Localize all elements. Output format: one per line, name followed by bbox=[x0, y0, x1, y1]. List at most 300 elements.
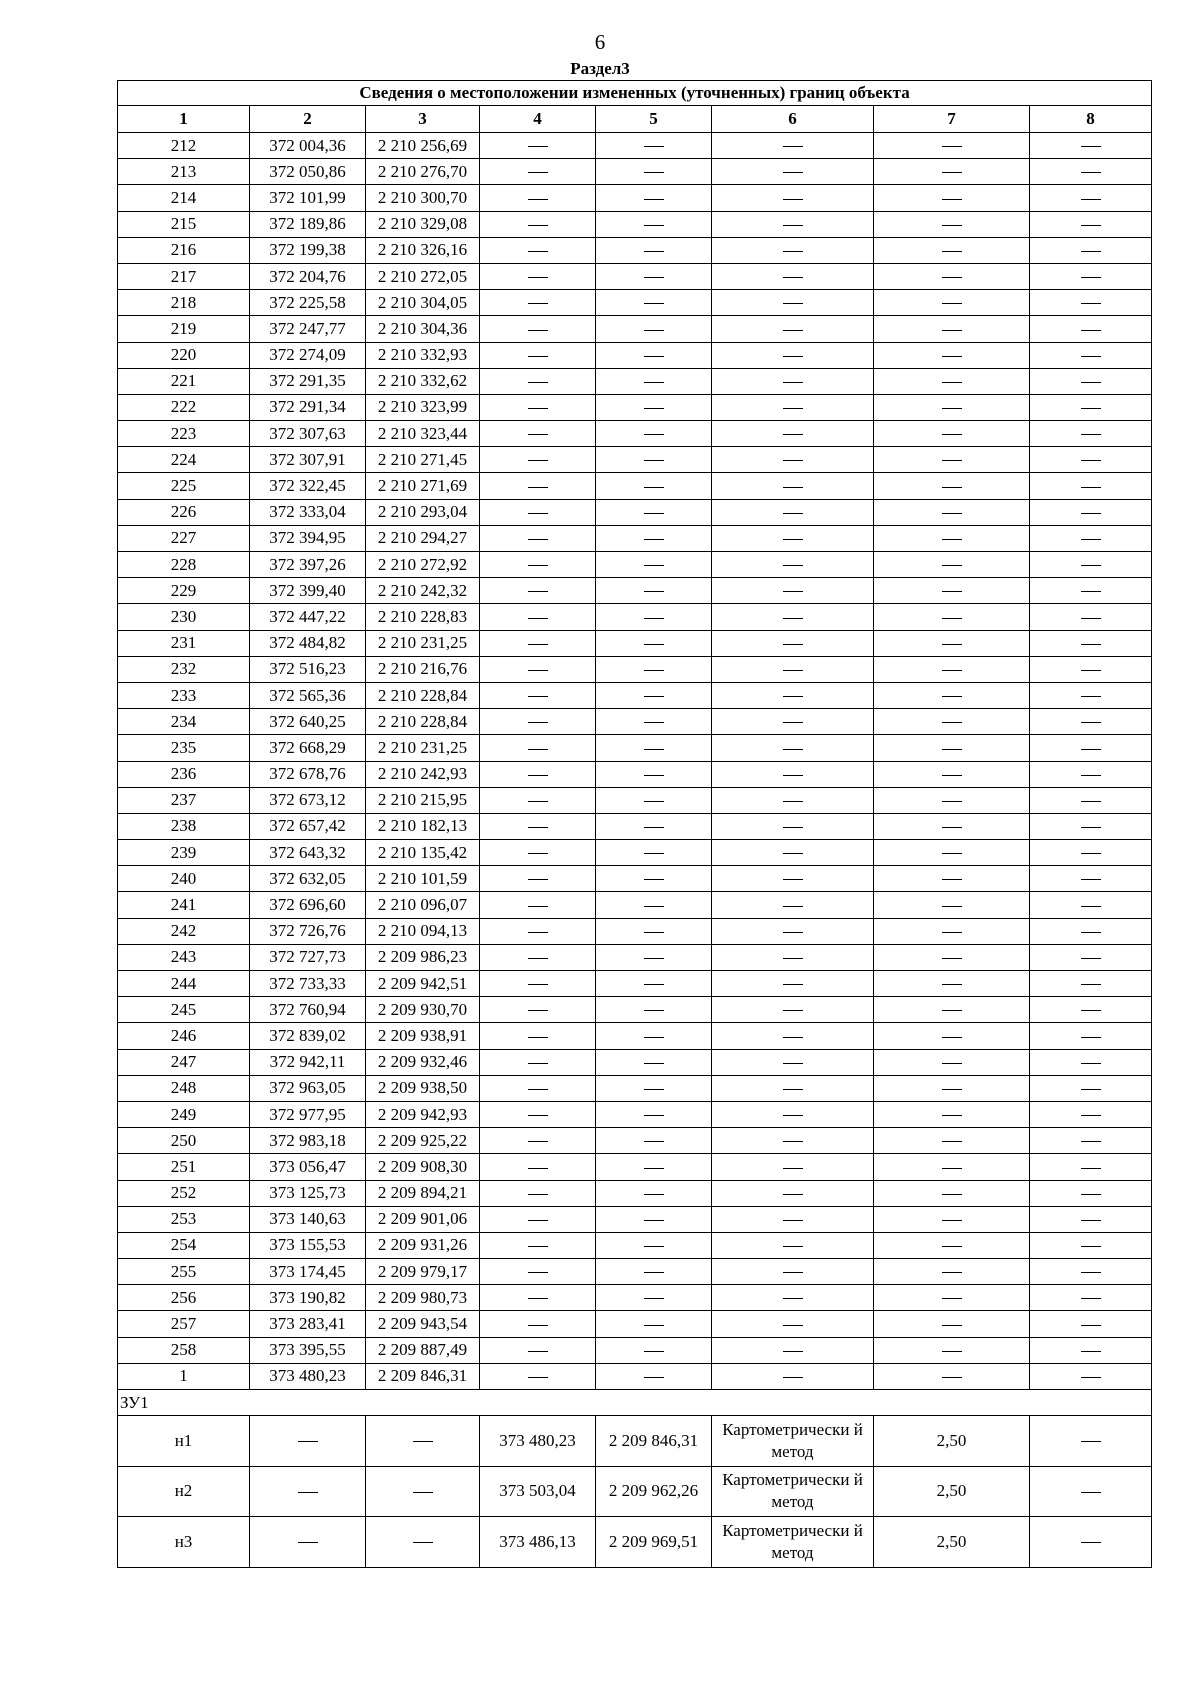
table-row bbox=[118, 473, 1152, 499]
dash-mark bbox=[783, 827, 803, 828]
dash-mark bbox=[783, 1272, 803, 1273]
x-coordinate-cell: 372 696,60 bbox=[250, 892, 366, 918]
y-coordinate-cell: 2 210 323,99 bbox=[366, 394, 480, 420]
y-coordinate-cell: 2 210 323,44 bbox=[366, 421, 480, 447]
point-number-cell: н3 bbox=[118, 1517, 250, 1568]
empty-cell bbox=[712, 525, 874, 551]
empty-cell bbox=[874, 761, 1030, 787]
empty-cell bbox=[596, 290, 712, 316]
dash-mark bbox=[942, 1377, 962, 1378]
y-coordinate-cell: 2 210 276,70 bbox=[366, 159, 480, 185]
dash-mark bbox=[528, 1168, 548, 1169]
empty-cell bbox=[596, 604, 712, 630]
empty-cell bbox=[480, 552, 596, 578]
x-coordinate-cell: 373 486,13 bbox=[480, 1517, 596, 1568]
point-number-cell: 213 bbox=[118, 159, 250, 185]
dash-mark bbox=[413, 1441, 433, 1442]
empty-cell bbox=[712, 630, 874, 656]
empty-cell bbox=[596, 1206, 712, 1232]
empty-cell bbox=[1030, 1101, 1152, 1127]
empty-cell bbox=[480, 944, 596, 970]
dash-mark bbox=[783, 277, 803, 278]
table-row bbox=[118, 578, 1152, 604]
dash-mark bbox=[644, 827, 664, 828]
new-point-row bbox=[118, 1416, 1152, 1467]
dash-mark bbox=[528, 801, 548, 802]
dash-mark bbox=[644, 1010, 664, 1011]
y-coordinate-cell: 2 210 096,07 bbox=[366, 892, 480, 918]
dash-mark bbox=[528, 775, 548, 776]
point-number-cell: 226 bbox=[118, 499, 250, 525]
dash-mark bbox=[298, 1492, 318, 1493]
y-coordinate-cell: 2 209 894,21 bbox=[366, 1180, 480, 1206]
dash-mark bbox=[942, 1063, 962, 1064]
dash-mark bbox=[783, 382, 803, 383]
method-cell: Картометрически й метод bbox=[712, 1466, 874, 1517]
empty-cell bbox=[596, 866, 712, 892]
point-number-cell: 224 bbox=[118, 447, 250, 473]
point-number-cell: н1 bbox=[118, 1416, 250, 1467]
dash-mark bbox=[298, 1542, 318, 1543]
dash-mark bbox=[783, 722, 803, 723]
dash-mark bbox=[942, 1246, 962, 1247]
empty-cell bbox=[1030, 630, 1152, 656]
dash-mark bbox=[942, 408, 962, 409]
column-header: 6 bbox=[712, 106, 874, 133]
dash-mark bbox=[783, 408, 803, 409]
dash-mark bbox=[783, 1246, 803, 1247]
empty-cell bbox=[596, 1023, 712, 1049]
empty-cell bbox=[1030, 1075, 1152, 1101]
dash-mark bbox=[528, 984, 548, 985]
dash-mark bbox=[942, 330, 962, 331]
dash-mark bbox=[783, 1351, 803, 1352]
empty-cell bbox=[1030, 813, 1152, 839]
y-coordinate-cell: 2 210 094,13 bbox=[366, 918, 480, 944]
table-row bbox=[118, 1154, 1152, 1180]
table-row bbox=[118, 1311, 1152, 1337]
dash-mark bbox=[644, 225, 664, 226]
dash-mark bbox=[644, 853, 664, 854]
dash-mark bbox=[942, 1351, 962, 1352]
dash-mark bbox=[783, 644, 803, 645]
empty-cell bbox=[596, 735, 712, 761]
y-coordinate-cell: 2 210 228,84 bbox=[366, 682, 480, 708]
dash-mark bbox=[942, 591, 962, 592]
dash-mark bbox=[644, 1141, 664, 1142]
empty-cell bbox=[712, 944, 874, 970]
empty-cell bbox=[480, 342, 596, 368]
empty-cell bbox=[874, 787, 1030, 813]
dash-mark bbox=[783, 984, 803, 985]
x-coordinate-cell: 372 760,94 bbox=[250, 997, 366, 1023]
dash-mark bbox=[783, 1377, 803, 1378]
dash-mark bbox=[783, 460, 803, 461]
point-number-cell: 1 bbox=[118, 1363, 250, 1389]
empty-cell bbox=[596, 1180, 712, 1206]
dash-mark bbox=[528, 618, 548, 619]
empty-cell bbox=[480, 1023, 596, 1049]
empty-cell bbox=[1030, 1154, 1152, 1180]
dash-mark bbox=[1081, 984, 1101, 985]
table-row bbox=[118, 735, 1152, 761]
y-coordinate-cell: 2 210 304,36 bbox=[366, 316, 480, 342]
y-coordinate-cell: 2 209 942,51 bbox=[366, 971, 480, 997]
dash-mark bbox=[942, 932, 962, 933]
dash-mark bbox=[942, 670, 962, 671]
point-number-cell: 214 bbox=[118, 185, 250, 211]
point-number-cell: 235 bbox=[118, 735, 250, 761]
dash-mark bbox=[413, 1542, 433, 1543]
dash-mark bbox=[528, 408, 548, 409]
x-coordinate-cell: 372 678,76 bbox=[250, 761, 366, 787]
empty-cell bbox=[1030, 656, 1152, 682]
empty-cell bbox=[712, 1206, 874, 1232]
empty-cell bbox=[1030, 787, 1152, 813]
empty-cell bbox=[480, 368, 596, 394]
table-row bbox=[118, 421, 1152, 447]
dash-mark bbox=[942, 722, 962, 723]
dash-mark bbox=[1081, 670, 1101, 671]
empty-cell bbox=[596, 473, 712, 499]
empty-cell bbox=[874, 1259, 1030, 1285]
dash-mark bbox=[783, 906, 803, 907]
y-coordinate-cell: 2 210 332,93 bbox=[366, 342, 480, 368]
empty-cell bbox=[480, 656, 596, 682]
y-coordinate-cell: 2 210 272,05 bbox=[366, 263, 480, 289]
dash-mark bbox=[1081, 827, 1101, 828]
empty-cell bbox=[596, 185, 712, 211]
empty-cell bbox=[1030, 1128, 1152, 1154]
empty-cell bbox=[480, 1206, 596, 1232]
x-coordinate-cell: 372 565,36 bbox=[250, 682, 366, 708]
dash-mark bbox=[783, 618, 803, 619]
empty-cell bbox=[596, 525, 712, 551]
dash-mark bbox=[644, 199, 664, 200]
dash-mark bbox=[783, 146, 803, 147]
empty-cell bbox=[480, 709, 596, 735]
method-cell: Картометрически й метод bbox=[712, 1517, 874, 1568]
dash-mark bbox=[644, 172, 664, 173]
dash-mark bbox=[644, 146, 664, 147]
dash-mark bbox=[298, 1441, 318, 1442]
empty-cell bbox=[480, 578, 596, 604]
empty-cell bbox=[874, 394, 1030, 420]
table-row bbox=[118, 892, 1152, 918]
x-coordinate-cell: 373 480,23 bbox=[250, 1363, 366, 1389]
empty-cell bbox=[712, 290, 874, 316]
method-cell: Картометрически й метод bbox=[712, 1416, 874, 1467]
empty-cell bbox=[596, 1128, 712, 1154]
empty-cell bbox=[480, 1363, 596, 1389]
dash-mark bbox=[644, 487, 664, 488]
dash-mark bbox=[1081, 303, 1101, 304]
empty-cell bbox=[480, 1049, 596, 1075]
dash-mark bbox=[942, 906, 962, 907]
point-number-cell: 240 bbox=[118, 866, 250, 892]
dash-mark bbox=[1081, 565, 1101, 566]
dash-mark bbox=[1081, 146, 1101, 147]
empty-cell bbox=[874, 473, 1030, 499]
table-row bbox=[118, 263, 1152, 289]
empty-cell bbox=[1030, 237, 1152, 263]
dash-mark bbox=[1081, 1168, 1101, 1169]
dash-mark bbox=[644, 1351, 664, 1352]
dash-mark bbox=[1081, 277, 1101, 278]
x-coordinate-cell: 372 733,33 bbox=[250, 971, 366, 997]
dash-mark bbox=[644, 879, 664, 880]
dash-mark bbox=[942, 172, 962, 173]
x-coordinate-cell: 372 307,91 bbox=[250, 447, 366, 473]
point-number-cell: 234 bbox=[118, 709, 250, 735]
empty-cell bbox=[874, 421, 1030, 447]
dash-mark bbox=[783, 1010, 803, 1011]
empty-cell bbox=[596, 709, 712, 735]
dash-mark bbox=[942, 1325, 962, 1326]
empty-cell bbox=[712, 473, 874, 499]
table-row bbox=[118, 918, 1152, 944]
empty-cell bbox=[712, 735, 874, 761]
empty-cell bbox=[596, 918, 712, 944]
empty-cell bbox=[712, 552, 874, 578]
dash-mark bbox=[1081, 932, 1101, 933]
accuracy-cell: 2,50 bbox=[874, 1517, 1030, 1568]
dash-mark bbox=[528, 1141, 548, 1142]
dash-mark bbox=[528, 1194, 548, 1195]
point-number-cell: н2 bbox=[118, 1466, 250, 1517]
x-coordinate-cell: 372 727,73 bbox=[250, 944, 366, 970]
y-coordinate-cell: 2 209 930,70 bbox=[366, 997, 480, 1023]
dash-mark bbox=[528, 382, 548, 383]
empty-cell bbox=[874, 944, 1030, 970]
point-number-cell: 257 bbox=[118, 1311, 250, 1337]
dash-mark bbox=[1081, 591, 1101, 592]
empty-cell bbox=[480, 735, 596, 761]
x-coordinate-cell: 372 101,99 bbox=[250, 185, 366, 211]
empty-cell bbox=[1030, 1023, 1152, 1049]
table-row bbox=[118, 761, 1152, 787]
empty-cell bbox=[1030, 1180, 1152, 1206]
dash-mark bbox=[528, 513, 548, 514]
empty-cell bbox=[480, 866, 596, 892]
dash-mark bbox=[644, 1194, 664, 1195]
empty-cell bbox=[712, 237, 874, 263]
point-number-cell: 238 bbox=[118, 813, 250, 839]
empty-cell bbox=[712, 656, 874, 682]
dash-mark bbox=[1081, 1377, 1101, 1378]
dash-mark bbox=[1081, 1194, 1101, 1195]
empty-cell bbox=[596, 656, 712, 682]
y-coordinate-cell: 2 210 101,59 bbox=[366, 866, 480, 892]
empty-cell bbox=[712, 1180, 874, 1206]
x-coordinate-cell: 372 643,32 bbox=[250, 840, 366, 866]
empty-cell bbox=[1030, 421, 1152, 447]
dash-mark bbox=[528, 749, 548, 750]
dash-mark bbox=[942, 958, 962, 959]
dash-mark bbox=[1081, 801, 1101, 802]
y-coordinate-cell: 2 210 304,05 bbox=[366, 290, 480, 316]
empty-cell bbox=[874, 1128, 1030, 1154]
empty-cell bbox=[874, 159, 1030, 185]
point-number-cell: 222 bbox=[118, 394, 250, 420]
empty-cell bbox=[596, 997, 712, 1023]
empty-cell bbox=[874, 290, 1030, 316]
table-row bbox=[118, 525, 1152, 551]
empty-cell bbox=[712, 263, 874, 289]
table-row bbox=[118, 813, 1152, 839]
dash-mark bbox=[528, 460, 548, 461]
y-coordinate-cell: 2 209 980,73 bbox=[366, 1285, 480, 1311]
empty-cell bbox=[1030, 1311, 1152, 1337]
subsection-row bbox=[118, 1390, 1152, 1416]
empty-cell bbox=[1030, 918, 1152, 944]
x-coordinate-cell: 372 189,86 bbox=[250, 211, 366, 237]
x-coordinate-cell: 372 322,45 bbox=[250, 473, 366, 499]
empty-cell bbox=[1030, 552, 1152, 578]
dash-mark bbox=[644, 1115, 664, 1116]
column-header: 5 bbox=[596, 106, 712, 133]
y-coordinate-cell: 2 210 231,25 bbox=[366, 630, 480, 656]
empty-cell bbox=[1030, 447, 1152, 473]
empty-cell bbox=[480, 604, 596, 630]
dash-mark bbox=[644, 906, 664, 907]
y-coordinate-cell: 2 210 272,92 bbox=[366, 552, 480, 578]
x-coordinate-cell: 372 394,95 bbox=[250, 525, 366, 551]
empty-cell bbox=[480, 525, 596, 551]
x-coordinate-cell: 372 397,26 bbox=[250, 552, 366, 578]
dash-mark bbox=[1081, 775, 1101, 776]
dash-mark bbox=[783, 1141, 803, 1142]
dash-mark bbox=[644, 277, 664, 278]
empty-cell bbox=[1030, 185, 1152, 211]
empty-cell bbox=[874, 813, 1030, 839]
dash-mark bbox=[528, 1089, 548, 1090]
table-row bbox=[118, 1363, 1152, 1389]
y-coordinate-cell: 2 209 932,46 bbox=[366, 1049, 480, 1075]
x-coordinate-cell: 372 657,42 bbox=[250, 813, 366, 839]
table-row bbox=[118, 1337, 1152, 1363]
table-row bbox=[118, 840, 1152, 866]
dash-mark bbox=[528, 330, 548, 331]
empty-cell bbox=[874, 604, 1030, 630]
point-number-cell: 255 bbox=[118, 1259, 250, 1285]
empty-cell bbox=[1030, 342, 1152, 368]
empty-cell bbox=[480, 1311, 596, 1337]
empty-cell bbox=[480, 971, 596, 997]
dash-mark bbox=[942, 539, 962, 540]
x-coordinate-cell: 373 155,53 bbox=[250, 1232, 366, 1258]
x-coordinate-cell: 373 125,73 bbox=[250, 1180, 366, 1206]
dash-mark bbox=[783, 539, 803, 540]
point-number-cell: 218 bbox=[118, 290, 250, 316]
table-row bbox=[118, 133, 1152, 159]
x-coordinate-cell: 372 447,22 bbox=[250, 604, 366, 630]
empty-cell bbox=[874, 1049, 1030, 1075]
empty-cell bbox=[480, 237, 596, 263]
empty-cell bbox=[480, 499, 596, 525]
dash-mark bbox=[1081, 1141, 1101, 1142]
dash-mark bbox=[942, 460, 962, 461]
dash-mark bbox=[783, 670, 803, 671]
dash-mark bbox=[528, 644, 548, 645]
table-row bbox=[118, 342, 1152, 368]
y-coordinate-cell: 2 209 846,31 bbox=[366, 1363, 480, 1389]
empty-cell bbox=[712, 133, 874, 159]
x-coordinate-cell: 372 942,11 bbox=[250, 1049, 366, 1075]
dash-mark bbox=[644, 932, 664, 933]
dash-mark bbox=[942, 853, 962, 854]
empty-cell bbox=[1030, 1363, 1152, 1389]
empty-cell bbox=[712, 316, 874, 342]
table-row bbox=[118, 316, 1152, 342]
y-coordinate-cell: 2 210 294,27 bbox=[366, 525, 480, 551]
empty-cell bbox=[712, 1363, 874, 1389]
empty-cell bbox=[712, 682, 874, 708]
dash-mark bbox=[1081, 1351, 1101, 1352]
empty-cell bbox=[712, 1075, 874, 1101]
empty-cell bbox=[712, 918, 874, 944]
dash-mark bbox=[528, 722, 548, 723]
empty-cell bbox=[1030, 735, 1152, 761]
empty-cell bbox=[596, 1337, 712, 1363]
x-coordinate-cell: 372 983,18 bbox=[250, 1128, 366, 1154]
empty-cell bbox=[1030, 368, 1152, 394]
empty-cell bbox=[1030, 997, 1152, 1023]
dash-mark bbox=[644, 513, 664, 514]
dash-mark bbox=[1081, 853, 1101, 854]
empty-cell bbox=[596, 159, 712, 185]
x-coordinate-cell: 372 050,86 bbox=[250, 159, 366, 185]
dash-mark bbox=[942, 984, 962, 985]
empty-cell bbox=[480, 997, 596, 1023]
dash-mark bbox=[1081, 1010, 1101, 1011]
point-number-cell: 221 bbox=[118, 368, 250, 394]
y-coordinate-cell: 2 210 300,70 bbox=[366, 185, 480, 211]
boundary-table bbox=[117, 80, 1152, 1568]
empty-cell bbox=[1030, 892, 1152, 918]
dash-mark bbox=[942, 1272, 962, 1273]
dash-mark bbox=[644, 696, 664, 697]
point-number-cell: 227 bbox=[118, 525, 250, 551]
empty-cell bbox=[480, 290, 596, 316]
dash-mark bbox=[783, 879, 803, 880]
empty-cell bbox=[874, 1206, 1030, 1232]
y-coordinate-cell: 2 210 242,32 bbox=[366, 578, 480, 604]
dash-mark bbox=[1081, 225, 1101, 226]
empty-cell bbox=[874, 1023, 1030, 1049]
table-row bbox=[118, 159, 1152, 185]
point-number-cell: 223 bbox=[118, 421, 250, 447]
table-row bbox=[118, 709, 1152, 735]
dash-mark bbox=[528, 670, 548, 671]
x-coordinate-cell: 372 399,40 bbox=[250, 578, 366, 604]
y-coordinate-cell: 2 210 271,69 bbox=[366, 473, 480, 499]
empty-cell bbox=[712, 604, 874, 630]
y-coordinate-cell: 2 210 326,16 bbox=[366, 237, 480, 263]
empty-cell bbox=[874, 552, 1030, 578]
table-caption-row bbox=[118, 81, 1152, 106]
accuracy-cell: 2,50 bbox=[874, 1416, 1030, 1467]
dash-mark bbox=[644, 1089, 664, 1090]
empty-cell bbox=[480, 1337, 596, 1363]
empty-cell bbox=[1030, 1337, 1152, 1363]
empty-cell bbox=[874, 368, 1030, 394]
new-point-row bbox=[118, 1466, 1152, 1517]
y-coordinate-cell: 2 209 962,26 bbox=[596, 1466, 712, 1517]
dash-mark bbox=[528, 827, 548, 828]
dash-mark bbox=[783, 1194, 803, 1195]
y-coordinate-cell: 2 210 216,76 bbox=[366, 656, 480, 682]
